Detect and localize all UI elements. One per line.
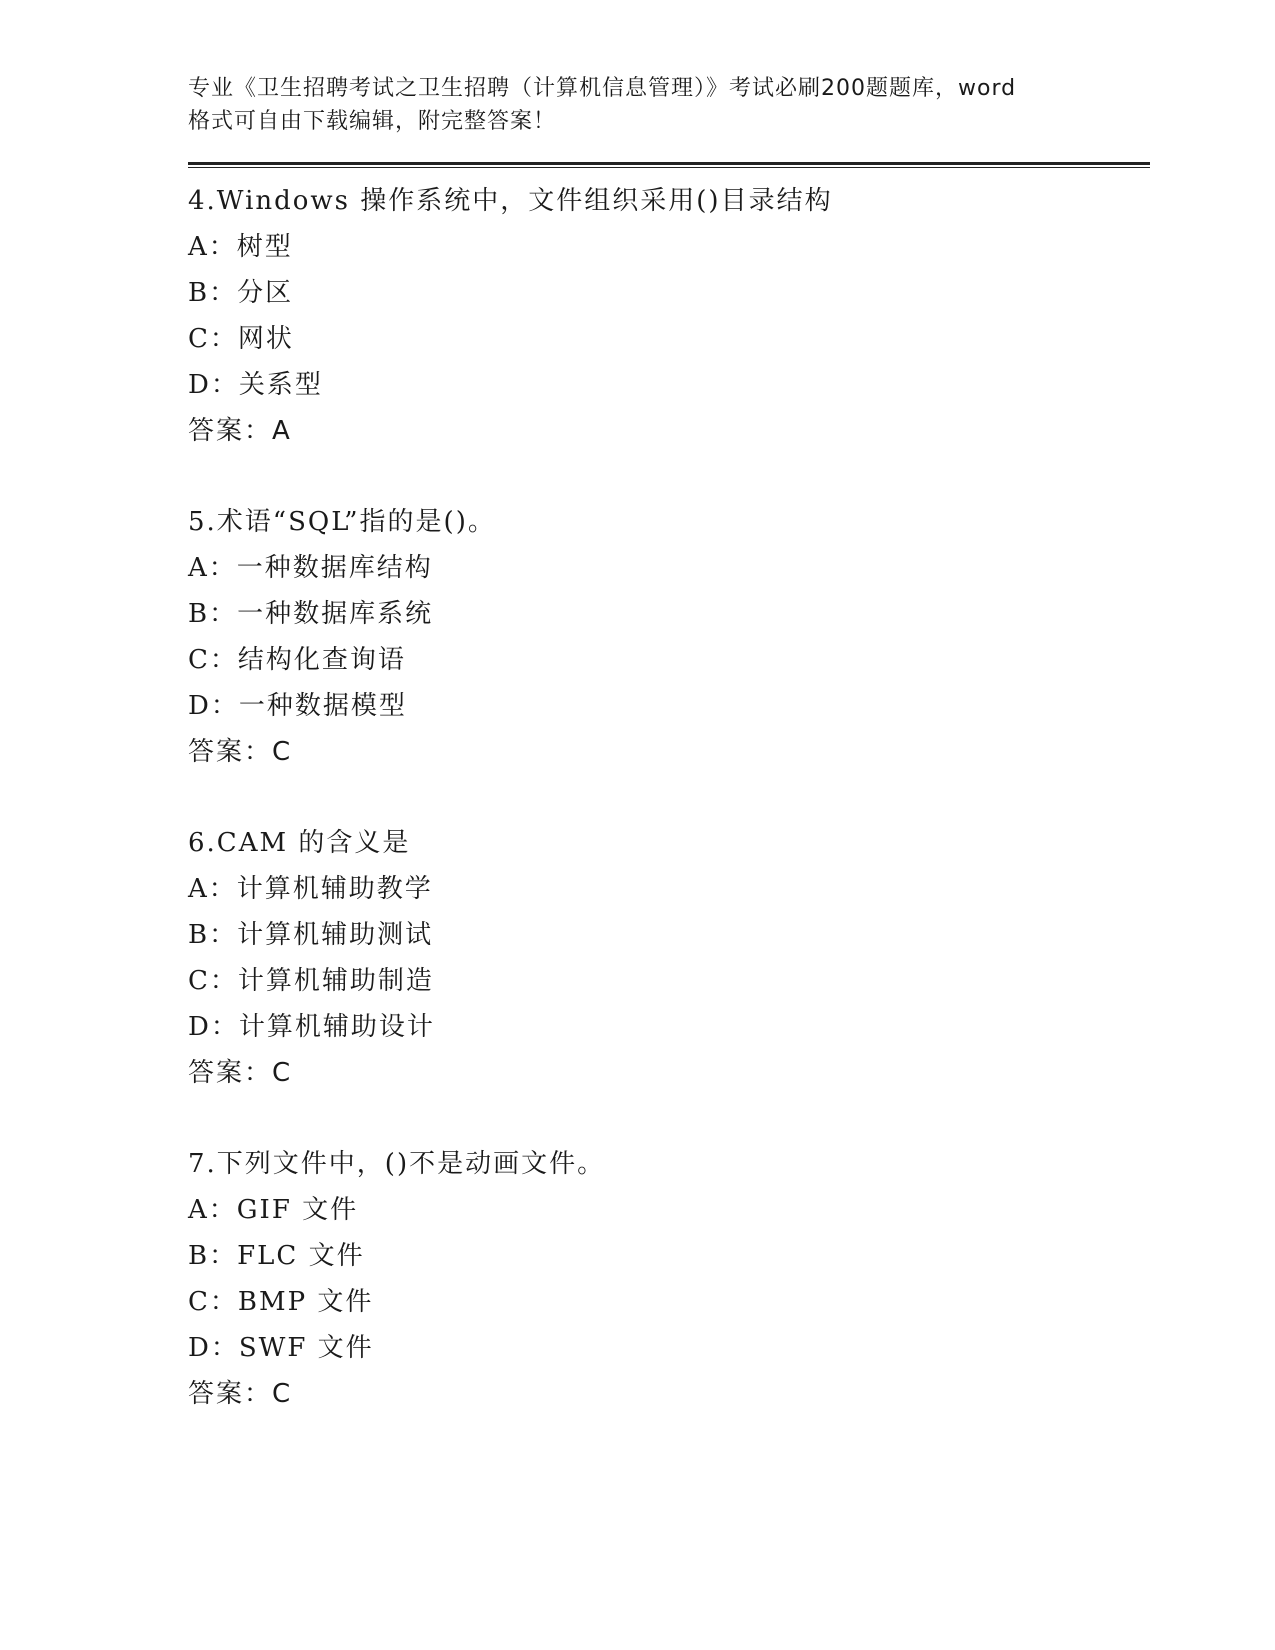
question-title: 6.CAM 的含义是: [188, 828, 411, 858]
option-b: B：一种数据库系统: [188, 599, 434, 629]
question-5: [188, 499, 1150, 775]
answer: 答案：A: [188, 416, 292, 446]
option-a: A：一种数据库结构: [188, 553, 433, 583]
answer: 答案：C: [188, 1058, 293, 1088]
header-line-2: 格式可自由下载编辑，附完整答案！: [188, 109, 557, 134]
option-b: B：分区: [188, 278, 294, 308]
question-title: 4.Windows 操作系统中，文件组织采用()目录结构: [188, 186, 833, 216]
question-title: 5.术语“SQL”指的是()。: [188, 507, 496, 537]
document-page: [188, 72, 1150, 1417]
option-d: D：一种数据模型: [188, 691, 407, 721]
option-c: C：结构化查询语: [188, 645, 406, 675]
option-d: D：计算机辅助设计: [188, 1012, 435, 1042]
option-d: D：SWF 文件: [188, 1333, 374, 1363]
document-header: [188, 72, 1150, 138]
question-title: 7.下列文件中，()不是动画文件。: [188, 1149, 606, 1179]
question-4: [188, 178, 1150, 454]
option-a: A：树型: [188, 232, 293, 262]
answer: 答案：C: [188, 1379, 293, 1409]
question-7: [188, 1141, 1150, 1417]
answer: 答案：C: [188, 737, 293, 767]
option-d: D：关系型: [188, 370, 323, 400]
option-b: B：FLC 文件: [188, 1241, 365, 1271]
question-6: [188, 820, 1150, 1096]
header-line-1: 专业《卫生招聘考试之卫生招聘（计算机信息管理）》考试必刷200题题库，word: [188, 76, 1017, 101]
option-a: A：GIF 文件: [188, 1195, 359, 1225]
option-c: C：BMP 文件: [188, 1287, 374, 1317]
option-b: B：计算机辅助测试: [188, 920, 434, 950]
header-divider: [188, 162, 1150, 168]
option-a: A：计算机辅助教学: [188, 874, 433, 904]
option-c: C：网状: [188, 324, 294, 354]
option-c: C：计算机辅助制造: [188, 966, 434, 996]
